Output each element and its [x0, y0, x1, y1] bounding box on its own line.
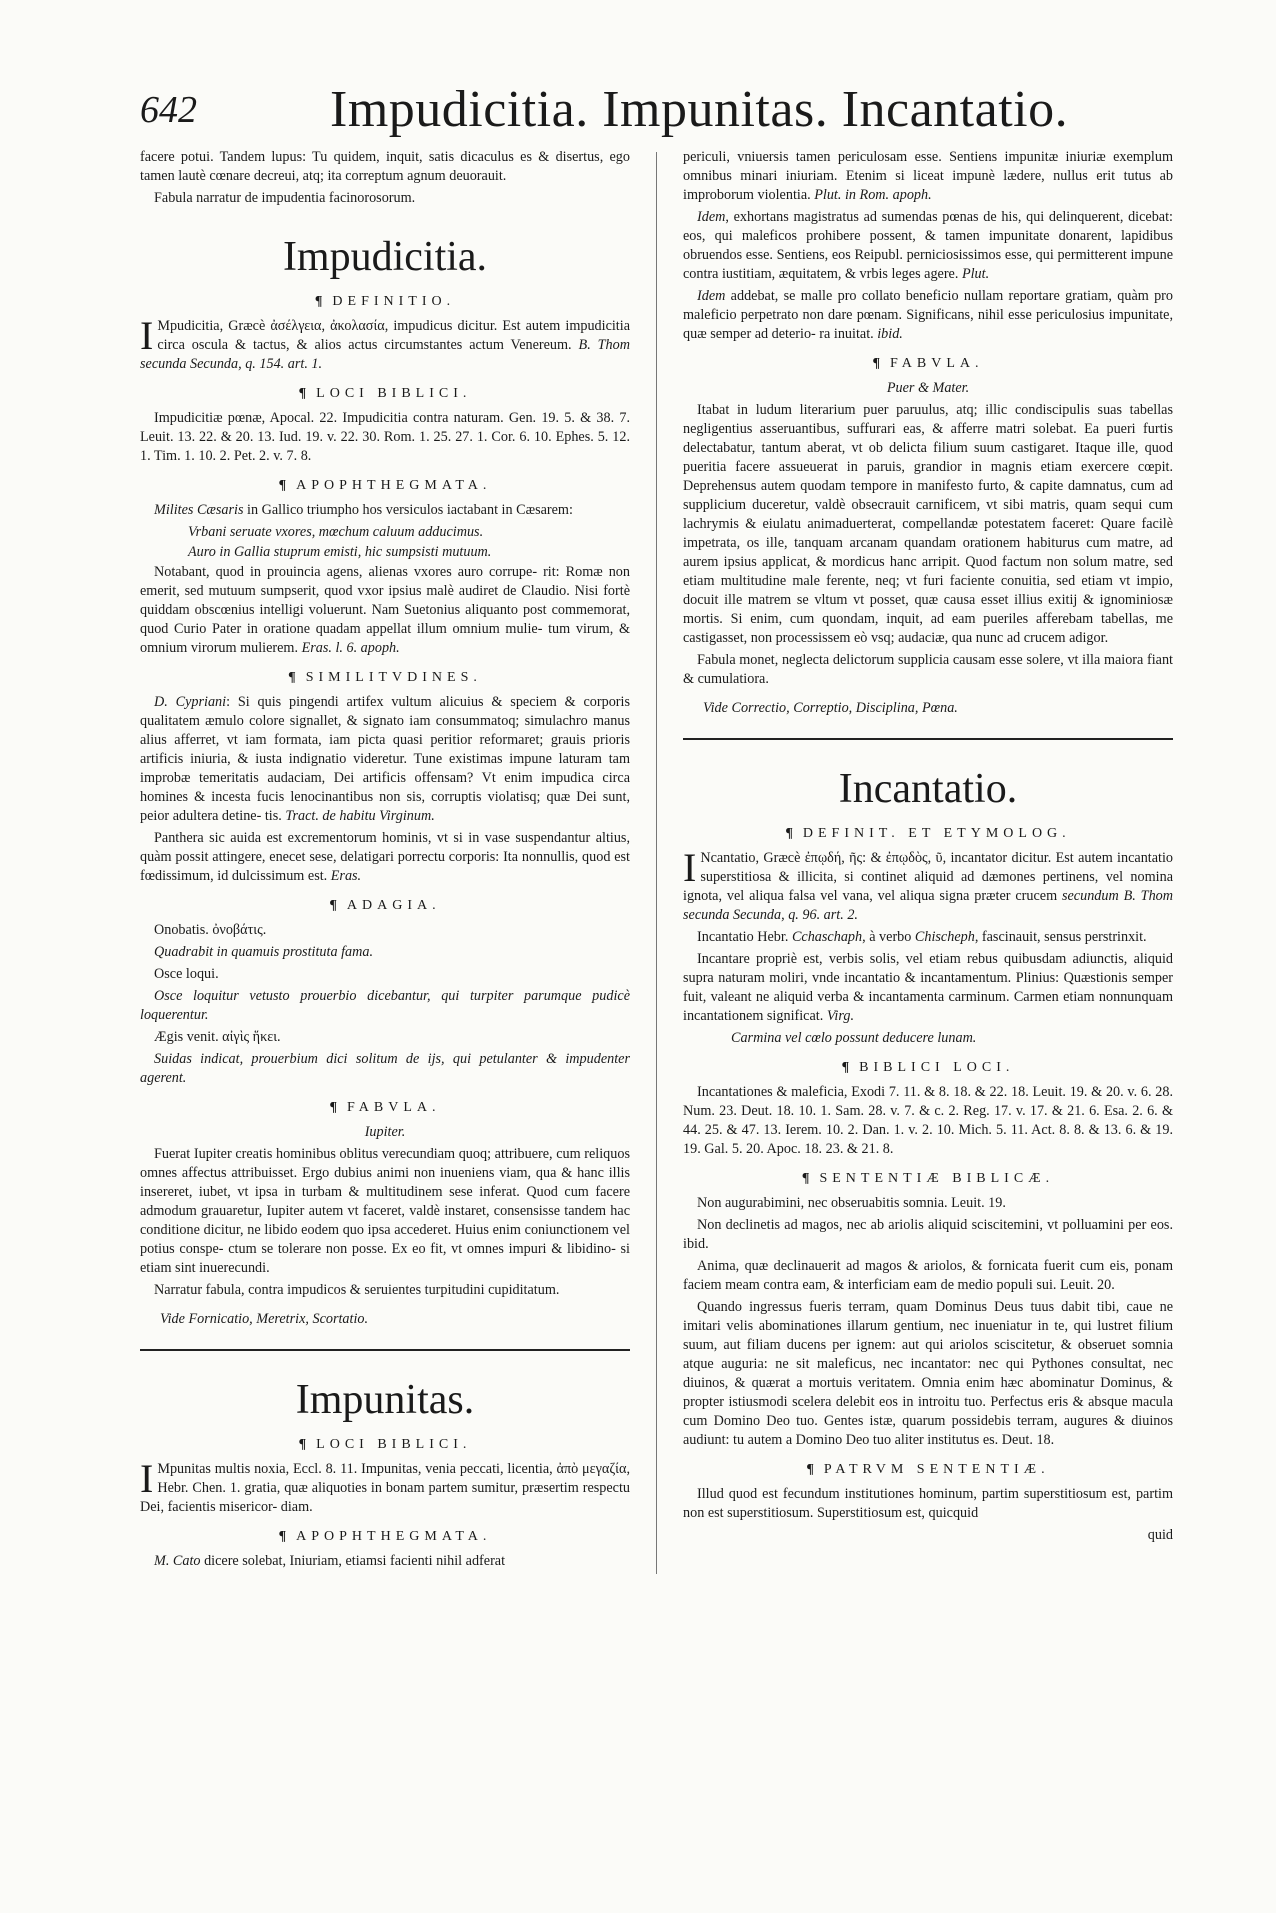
similitudines-paragraph: D. Cypriani: Si quis pingendi artifex vultum alicuius & speciem & corporis qualitatem æmulo colore signallet, & signato iam consummatoq; simulachro manus alius afferret, vt iam formata, iam picta quasi peritior reformaret; grauis prioris artificis iniuria, & iusta indignatio videretur. Tune existimas impune laturam tam improbæ temeritatis audaciam, Dei artificis offensam? Vt enim impudica circa homines & incesta fucis lenocinantibus non sis, corruptis violatisq; quæ Dei sunt, peior adultera detine- tis. Tract. de habitu Virginum.: [140, 694, 630, 824]
pilcrow-icon: ¶: [841, 1060, 850, 1075]
pilcrow-icon: ¶: [314, 294, 323, 309]
adagium: Suidas indicat, prouerbium dici solitum de ijs, qui petulanter & impudenter agerent.: [140, 1051, 630, 1086]
section-title-impunitas: Impunitas.: [295, 1377, 475, 1423]
pilcrow-icon: ¶: [288, 670, 296, 685]
fabula-subtitle: Iupiter.: [364, 1124, 406, 1140]
subheading-definit-etymolog: ¶ DEFINIT. ET ETYMOLOG.: [785, 826, 1071, 841]
verse-line: Auro in Gallia stuprum emisti, hic sumpsisti mutuum.: [188, 544, 492, 560]
pilcrow-icon: ¶: [298, 386, 307, 401]
subheading-definitio: ¶ DEFINITIO.: [314, 294, 456, 309]
sententia: Anima, quæ declinauerit ad magos & ariolos, & fornicata fuerit cum eis, ponam faciem meam contra eam, & interficiam eam de medio populi sui. Leuit. 20.: [683, 1258, 1173, 1293]
subheading-fabula: ¶ FABVLA.: [872, 356, 984, 371]
pilcrow-icon: ¶: [329, 1100, 338, 1115]
apophthegmata-paragraph: Notabant, quod in prouincia agens, alienas vxores auro corrupe- rit: Romæ non emerit, sed mutuum sumpserit, quod vxor ipsius malè audiret de Claudio. Nisi fortè quiddam obscœnius intelligi voluerunt. Nam Suetonius aliquanto post commemorat, quod Curio Pater in oratione quadam appellat illum omnium mulie- tum virum, & omnium virorum mulierem. Eras. l. 6. apoph.: [140, 564, 630, 656]
pilcrow-icon: ¶: [806, 1462, 814, 1477]
adagium: Osce loqui.: [154, 966, 219, 982]
intro-moral: Fabula narratur de impudentia facinorosorum.: [154, 190, 416, 206]
subheading-apophthegmata: ¶ APOPHTHEGMATA.: [278, 1529, 492, 1544]
subheading-loci-biblici: ¶ LOCI BIBLICI.: [298, 1437, 472, 1452]
adagium: Quadrabit in quamuis prostituta fama.: [154, 944, 374, 960]
subheading-sententiae-biblicae: ¶ SENTENTIÆ BIBLICÆ.: [801, 1171, 1055, 1186]
intro-paragraph: facere potui. Tandem lupus: Tu quidem, inquit, satis dicaculus es & disertus, ego tamen lautè cœnare decreui, atq; ita correptum agnum deuorauit.: [140, 149, 630, 184]
section-rule: [683, 738, 1173, 740]
subheading-patrum-sententiae: ¶ PATRVM SENTENTIÆ.: [806, 1462, 1050, 1477]
incantatio-paragraph: Incantare propriè est, verbis solis, vel etiam rebus quibusdam adiunctis, aliquid supra naturam moliri, vnde incantatio & incantamentum. Plinius: Quæstionis semper fuit, valeant ne aliquid verba & incantamenta carminum. Carmen etiam nonnunquam incantationem significat. Virg.: [683, 951, 1173, 1024]
section-rule: [140, 1349, 630, 1351]
impunitas-idem: Idem addebat, se malle pro collato beneficio nullam reportare gratiam, quàm pro maleficio perpetrato non dare pœnam. Significans, nihil esse periculosius impunitate, quæ semper ad deterio- ra inuitat. ibid.: [683, 288, 1173, 342]
apophthegmata-intro: Milites Cæsaris in Gallico triumpho hos versiculos iactabant in Cæsarem:: [154, 502, 573, 518]
subheading-loci-biblici: ¶ LOCI BIBLICI.: [298, 386, 472, 401]
impunitas-idem: Idem, exhortans magistratus ad sumendas pœnas de his, qui delinquerent, dicebat: eos, qui maleficos prohibere possent, & tamen impunitate donarent, lapidibus obruendos esse. Sentiens, eos Reipubl. perniciosissimos esse, qui permitterent impune contra iustitiam, æquitatem, & vrbis leges agere. Plut.: [683, 209, 1173, 282]
pilcrow-icon: ¶: [801, 1171, 810, 1186]
fabula-moral: Narratur fabula, contra impudicos & seruientes turpitudini cupiditatum.: [154, 1282, 560, 1298]
section-title-impudicitia: Impudicitia.: [282, 234, 488, 280]
loci-biblici-paragraph: Impudicitiæ pœnæ, Apocal. 22. Impudicitia contra naturam. Gen. 19. 5. & 38. 7. Leuit. 13. 22. & 20. 13. Iud. 19. v. 22. 30. Rom. 1. 25. 27. 1. Cor. 6. 10. Ephes. 5. 12. 1. Tim. 1. 10. 2. Pet. 2. v. 7. 8.: [140, 410, 630, 464]
impunitas-apophthegma: M. Cato dicere solebat, Iniuriam, etiamsi facienti nihil adferat: [154, 1553, 506, 1569]
sententia: Quando ingressus fueris terram, quam Dominus Deus tuus dabit tibi, caue ne imitari velis abominationes illarum gentium, nec inueniatur in te, qui lustret filium suum, aut filiam ducens per ignem: aut qui ariolos sciscitetur, & obseruet somnia atque auguria: ne sit maleficus, nec incantator: nec qui Pythones consultat, nec diuinos, & quærat a mortuis veritatem. Omnia enim hæc abominatur Dominus, & propter istiusmodi scelera delebit eos in introitu tuo. Perfectus eris & absque macula cum Domino Deo tuo. Gentes istæ, quarum possidebis terram, augures & diuinos audiunt: tu autem a Domino Deo tuo aliter institutus es. Deut. 18.: [683, 1299, 1173, 1448]
subheading-fabula: ¶ FABVLA.: [329, 1100, 441, 1115]
sententia: Non augurabimini, nec obseruabitis somnia. Leuit. 19.: [697, 1195, 1006, 1211]
column-divider: [656, 152, 657, 1574]
verse-line: Vrbani seruate vxores, mœchum caluum adducimus.: [188, 524, 484, 540]
subheading-apophthegmata: ¶ APOPHTHEGMATA.: [278, 478, 492, 493]
pilcrow-icon: ¶: [872, 356, 881, 371]
left-column: [140, 148, 630, 1574]
pilcrow-icon: ¶: [298, 1437, 307, 1452]
fabula-moral: Fabula monet, neglecta delictorum supplicia causam esse solere, vt illa maiora fiant & cumulatiora.: [683, 652, 1173, 687]
subheading-biblici-loci: ¶ BIBLICI LOCI.: [841, 1060, 1015, 1075]
page-number: 642: [140, 89, 197, 131]
biblici-loci-paragraph: Incantationes & maleficia, Exodi 7. 11. & 8. 18. & 22. 18. Leuit. 19. & 20. v. 6. 28. Num. 23. Deut. 18. 10. 1. Sam. 28. v. 7. & c. 2. Reg. 17. v. 17. & 21. 6. Esa. 2. 6. & 44. 25. & 47. 13. Ierem. 10. 2. Dan. 1. v. 2. 10. Mich. 5. 11. Act. 8. 8. & 13. 6. & 19. 19. Gal. 5. 20. Apoc. 18. 23. & 21. 8.: [683, 1084, 1173, 1157]
subheading-adagia: ¶ ADAGIA.: [329, 898, 441, 913]
pilcrow-icon: ¶: [278, 1529, 287, 1544]
fabula-paragraph: Fuerat Iupiter creatis hominibus oblitus verecundiam quoq; attribuere, cum reliquos omnes affectus attribuisset. Ergo dubius animi non inueniens viam, qua & hanc illis insereret, iubet, vt ipsa in turbam & multitudinem sese inferat. Quod cum facere admodum grauaretur, Iupiter autem vt faceret, valdè instaret, consensisse tandem hac conditione dicitur, ne libido eodem quo ipsa accederet. Huius enim coniunctionem vel potius conspe- ctum se tolerare non posse. Ex eo fit, vt omnes impuri & libidino- si etiam sint inuerecundi.: [140, 1146, 630, 1276]
cross-reference: Vide Fornicatio, Meretrix, Scortatio.: [160, 1311, 369, 1327]
fabula-subtitle: Puer & Mater.: [886, 380, 970, 396]
two-column-body: [140, 148, 1186, 1574]
sententia: Non declinetis ad magos, nec ab ariolis aliquid sciscitemini, vt polluamini per eos. ibid.: [683, 1217, 1173, 1252]
drop-cap: I: [683, 845, 697, 890]
drop-cap: I: [140, 1456, 154, 1501]
running-title: Impudicitia. Impunitas. Incantatio.: [330, 81, 1069, 138]
fabula-paragraph: Itabat in ludum literarium puer paruulus, atq; illic condiscipulis suas tabellas negligentius asseruantibus, suffurari eas, & afferre matri solebat. Ea pueri furtis delectabatur, tantum aberat, vt ob delicta filium suum castigaret. Itaque ille, quod pueritia facere assueuerat in paruis, grandior in magnis etiam exercere cœpit. Deprehensus autem quodam tempore in manifesto furto, & capite damnatus, cum ad supplicium duceretur, valdè obsecrauit carnificem, vt sibi matris, quam sequi cum lachrymis & eiulatu animaduerterat, compellandæ potestatem faceret: Quare facilè impetrata, os ille, tanquam arcanam quandam orationem habiturus cum matre, ad aurem ipsius applicat, & mordicus hanc arripit. Quod factum non solum matre, sed etiam multitudine male ferente, neq; vt furi faciente conuitia, sed etiam vt impio, docuit ille matrem se vltum vt posset, quæ causa esset illius exitij & ignominiosæ mortis. Si enim, cum quondam, inquit, ad eam pueriles afferebam tabellas, me castigasset, non processissem eò vsq; audaciæ, qua nunc ad crucem adigor.: [683, 402, 1173, 646]
verse-line: Carmina vel cœlo possunt deducere lunam.: [731, 1030, 977, 1046]
definitio-paragraph: I Mpudicitia, Græcè ἀσέλγεια, ἀκολασία, impudicus dicitur. Est autem impudicitia circa oscula & tactus, & alios actus circumstantes actum Venereum. B. Thom secunda Secunda, q. 154. art. 1.: [140, 313, 630, 372]
page-header: [140, 80, 1186, 142]
pilcrow-icon: ¶: [329, 898, 337, 913]
incantatio-hebrew: Incantatio Hebr. Cchaschaph, à verbo Chischeph, fascinauit, sensus perstrinxit.: [697, 929, 1147, 945]
adagium: Onobatis. ὀνοβάτις.: [154, 922, 267, 938]
similitudines-paragraph: Panthera sic auida est excrementorum hominis, vt si in vase suspendantur altius, quàm possit attingere, enecet sese, delatigari porrectu corporis: Ita nonnullis, quod est fœdissimum, id dulcissimum est. Eras.: [140, 830, 630, 884]
drop-cap: I: [140, 313, 154, 358]
section-title-incantatio: Incantatio.: [838, 766, 1018, 812]
adagium: Ægis venit. αἰγὶς ἥκει.: [154, 1029, 281, 1045]
subheading-similitudines: ¶ SIMILITVDINES.: [288, 670, 482, 685]
incantatio-definition: I Ncantatio, Græcè ἐπῳδή, ῆς: & ἐπῳδὸς, ῦ, incantator dicitur. Est autem incantatio superstitiosa & illicita, si continet aliquid ad dæmones pertinens, vel nomina ignota, vel aliqua falsa vel vana, vel aliqua signa præter crucem secundum B. Thom secunda Secunda, q. 96. art. 2.: [683, 845, 1174, 923]
pilcrow-icon: ¶: [278, 478, 287, 493]
impunitas-continued: periculi, vniuersis tamen periculosam esse. Sentiens impunitæ iniuriæ exemplum omnibus minari iniuriam. Etenim si liceat impunè lædere, nullus erit tutus ab improborum violentia. Plut. in Rom. apoph.: [683, 149, 1173, 203]
catchword: quid: [1147, 1527, 1173, 1543]
adagium: Osce loquitur vetusto prouerbio dicebantur, qui turpiter parumque pudicè loquerentur.: [140, 988, 630, 1023]
patrum-paragraph: Illud quod est fecundum institutiones hominum, partim superstitiosum est, partim non est superstitiosum. Superstitiosum est, quicquid: [683, 1486, 1173, 1521]
right-column: [683, 148, 1173, 1574]
impunitas-paragraph: I Mpunitas multis noxia, Eccl. 8. 11. Impunitas, venia peccati, licentia, ἀπὸ μεγαζία, Hebr. Chen. 1. gratia, quæ aliquoties in bonam partem sumitur, præsertim respectu Dei, facientis misericor- diam.: [140, 1456, 630, 1515]
cross-reference: Vide Correctio, Correptio, Disciplina, Pœna.: [703, 700, 958, 716]
pilcrow-icon: ¶: [785, 826, 793, 841]
